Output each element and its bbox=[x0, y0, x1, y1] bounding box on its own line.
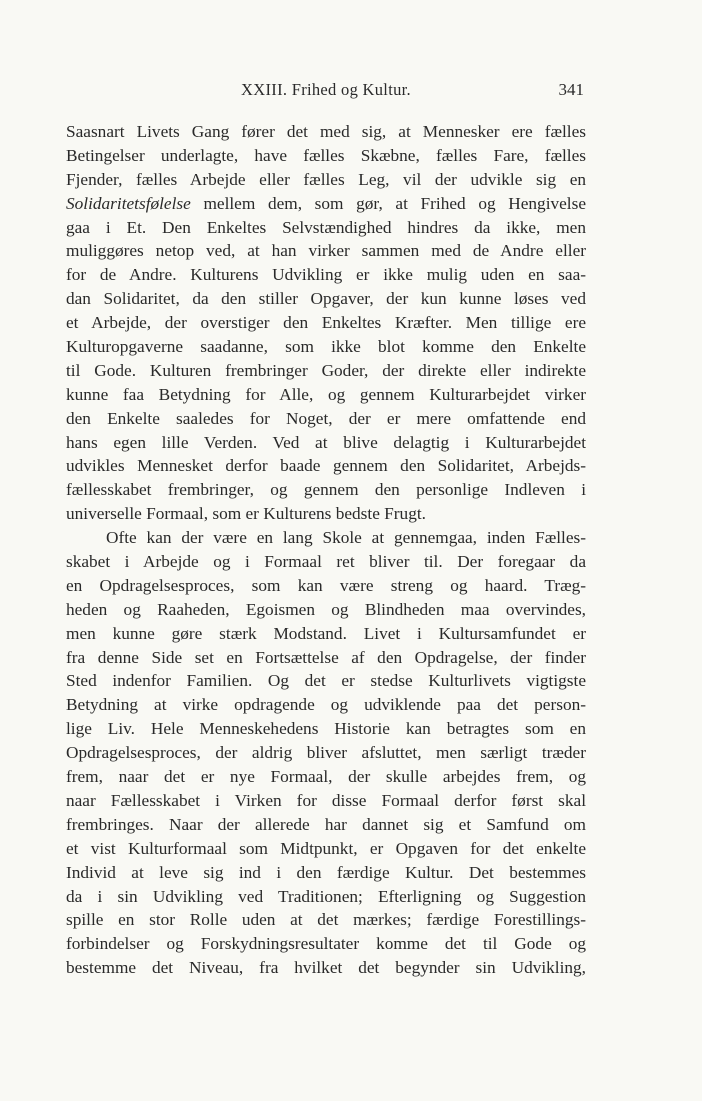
text-line: et vist Kulturformaal som Midtpunkt, er Opgaven for det enkelte bbox=[66, 838, 586, 858]
running-header bbox=[66, 80, 586, 104]
text-line: lige Liv. Hele Menneskehedens Historie kan betragtes som en bbox=[66, 719, 586, 739]
page-number: 341 bbox=[558, 80, 584, 99]
text-line: frembringes. Naar der allerede har dannet sig et Samfund om bbox=[66, 814, 586, 834]
paragraph-end-line: universelle Formaal, som er Kulturens bedste Frugt. bbox=[66, 504, 426, 524]
text-line: Sted indenfor Familien. Og det er stedse Kulturlivets vigtigste bbox=[66, 671, 586, 691]
text-line: kunne faa Betydning for Alle, og gennem Kulturarbejdet virker bbox=[66, 384, 586, 404]
text-line: den Enkelte saaledes for Noget, der er mere omfattende end bbox=[66, 408, 586, 428]
text-line: for de Andre. Kulturens Udvikling er ikke mulig uden en saa- bbox=[66, 265, 586, 285]
text-line: muliggøres netop ved, at han virker sammen med de Andre eller bbox=[66, 241, 586, 261]
text-line: fællesskabet frembringer, og gennem den personlige Indleven i bbox=[66, 480, 586, 500]
text-line: til Gode. Kulturen frembringer Goder, der direkte eller indirekte bbox=[66, 360, 586, 380]
text-line: hans egen lille Verden. Ved at blive delagtig i Kulturarbejdet bbox=[66, 432, 586, 452]
text-line: Fjender, fælles Arbejde eller fælles Leg, vil der udvikle sig en bbox=[66, 169, 586, 189]
text-line: forbindelser og Forskydningsresultater komme det til Gode og bbox=[66, 934, 586, 954]
text-line: Opdragelsesproces, der aldrig bliver afsluttet, men særligt træder bbox=[66, 743, 586, 763]
text-line: fra denne Side set en Fortsættelse af den Opdragelse, der finder bbox=[66, 647, 586, 667]
text-line: Saasnart Livets Gang fører det med sig, at Mennesker ere fælles bbox=[66, 122, 586, 141]
text-line: skabet i Arbejde og i Formaal ret bliver til. Der foregaar da bbox=[66, 552, 586, 572]
book-page bbox=[66, 0, 586, 1101]
text-line: men kunne gøre stærk Modstand. Livet i Kultursamfundet er bbox=[66, 623, 586, 643]
text-line: udvikles Mennesket derfor baade gennem den Solidaritet, Arbejds- bbox=[66, 456, 586, 476]
text-line: heden og Raaheden, Egoismen og Blindheden maa overvindes, bbox=[66, 599, 586, 619]
body-text bbox=[66, 120, 586, 980]
text-line: spille en stor Rolle uden at det mærkes; færdige Forestillings- bbox=[66, 910, 586, 930]
chapter-title: XXIII. Frihed og Kultur. bbox=[241, 80, 411, 99]
text-line: Kulturopgaverne saadanne, som ikke blot komme den Enkelte bbox=[66, 337, 586, 357]
text-line: dan Solidaritet, da den stiller Opgaver, der kun kunne løses ved bbox=[66, 289, 586, 309]
text-line: Betydning at virke opdragende og udviklende paa det person- bbox=[66, 695, 586, 715]
text-line bbox=[66, 192, 586, 216]
paragraph-start-line: Ofte kan der være en lang Skole at gennemgaa, inden Fælles- bbox=[106, 528, 586, 548]
text-line: naar Fællesskabet i Virken for disse Formaal derfor først skal bbox=[66, 790, 586, 810]
text-line: da i sin Udvikling ved Traditionen; Efterligning og Suggestion bbox=[66, 886, 586, 906]
text-line: et Arbejde, der overstiger den Enkeltes Kræfter. Men tillige ere bbox=[66, 313, 586, 333]
italic-term: Solidaritetsfølelse bbox=[66, 193, 191, 213]
text-line: Betingelser underlagte, have fælles Skæbne, fælles Fare, fælles bbox=[66, 145, 586, 165]
text-line: frem, naar det er nye Formaal, der skulle arbejdes frem, og bbox=[66, 767, 586, 787]
text-line: bestemme det Niveau, fra hvilket det begynder sin Udvikling, bbox=[66, 958, 586, 978]
text-line: Individ at leve sig ind i den færdige Kultur. Det bestemmes bbox=[66, 862, 586, 882]
text-line: en Opdragelsesproces, som kan være streng og haard. Træg- bbox=[66, 575, 586, 595]
text-line-rest: mellem dem, som gør, at Frihed og Hengivelse bbox=[190, 193, 586, 213]
text-line: gaa i Et. Den Enkeltes Selvstændighed hindres da ikke, men bbox=[66, 217, 586, 237]
